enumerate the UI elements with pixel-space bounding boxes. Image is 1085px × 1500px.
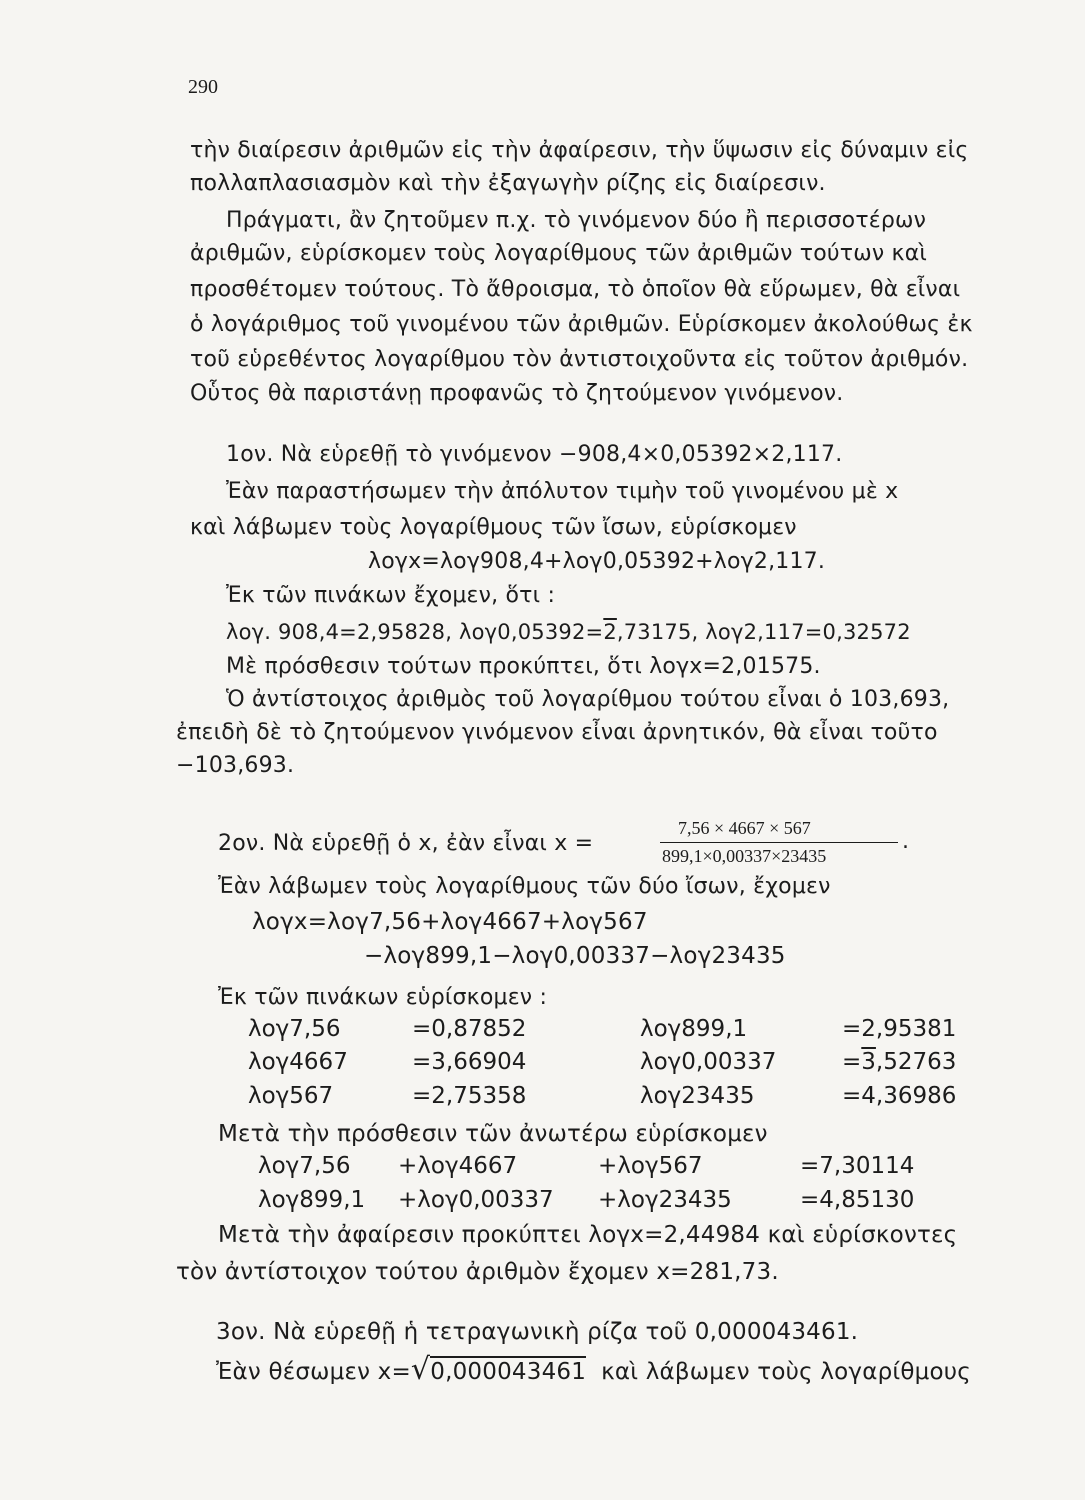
sum-cell: +λογ0,00337 [398, 1187, 554, 1213]
sum-cell: +λογ4667 [398, 1153, 518, 1179]
table-cell: λογ4667 [248, 1049, 348, 1075]
example-1-line: Μὲ πρόσθεσιν τούτων προκύπτει, ὅτι λογx=2,01575. [226, 654, 821, 679]
paragraph-line: ὁ λογάριθμος τοῦ γινομένου τῶν ἀριθμῶν. Εὑρίσκομεν ἀκολούθως ἐκ [190, 312, 973, 337]
paragraph-line: τὴν διαίρεσιν ἀριθμῶν εἰς τὴν ἀφαίρεσιν, τὴν ὕψωσιν εἰς δύναμιν εἰς [190, 138, 969, 163]
example-2-equation: −λογ899,1−λογ0,00337−λογ23435 [364, 943, 786, 969]
table-cell: λογ23435 [640, 1083, 755, 1109]
sum-cell: +λογ567 [598, 1153, 703, 1179]
sum-cell: λογ899,1 [258, 1187, 366, 1213]
radicand: 0,000043461 [430, 1356, 586, 1385]
example-1-log-values: λογ. 908,4=2,95828, λογ0,05392=2,73175, λογ2,117=0,32572 [226, 620, 911, 644]
example-2-line: Ἐκ τῶν πινάκων εὑρίσκομεν : [218, 985, 548, 1010]
example-2-line: Μετὰ τὴν ἀφαίρεσιν προκύπτει λογx=2,44984 καὶ εὑρίσκοντες [218, 1222, 958, 1248]
example-2-title: 2ον. Νὰ εὑρεθῇ ὁ x, ἐὰν εἶναι x = [218, 831, 594, 856]
table-cell: =0,87852 [412, 1016, 527, 1042]
paragraph-line: ἀριθμῶν, εὑρίσκομεν τοὺς λογαρίθμους τῶν ἀριθμῶν τούτων καὶ [190, 241, 928, 266]
table-cell: λογ0,00337 [640, 1049, 777, 1075]
table-cell: =2,75358 [412, 1083, 527, 1109]
bar-characteristic: 2 [603, 620, 617, 644]
bar-characteristic: 3 [861, 1049, 876, 1075]
sum-cell: =7,30114 [800, 1153, 915, 1179]
table-cell: λογ899,1 [640, 1016, 748, 1042]
fraction-bar [660, 842, 898, 843]
example-3-title: 3ον. Νὰ εὑρεθῇ ἡ τετραγωνικὴ ρίζα τοῦ 0,000043461. [216, 1319, 859, 1345]
example-1-line: Ἐὰν παραστήσωμεν τὴν ἀπόλυτον τιμὴν τοῦ γινομένου μὲ x [226, 479, 899, 504]
example-1-line: ἐπειδὴ δὲ τὸ ζητούμενον γινόμενον εἶναι ἀρνητικόν, θὰ εἶναι τοῦτο [176, 720, 938, 745]
table-cell: =3,52763 [842, 1049, 957, 1075]
example-1-line: Ἐκ τῶν πινάκων ἔχομεν, ὅτι : [226, 583, 556, 608]
paragraph-line: Οὗτος θὰ παριστάνῃ προφανῶς τὸ ζητούμενον γινόμενον. [190, 381, 844, 406]
example-1-equation: λογx=λογ908,4+λογ0,05392+λογ2,117. [368, 549, 826, 574]
table-cell: λογ7,56 [248, 1016, 341, 1042]
fraction-numerator: 7,56 × 4667 × 567 [678, 818, 811, 838]
example-1-title: 1ον. Νὰ εὑρεθῇ τὸ γινόμενον −908,4×0,05392×2,117. [226, 442, 843, 467]
paragraph-line: τοῦ εὑρεθέντος λογαρίθμου τὸν ἀντιστοιχοῦντα εἰς τοῦτον ἀριθμόν. [190, 347, 969, 372]
example-1-line: καὶ λάβωμεν τοὺς λογαρίθμους τῶν ἴσων, εὑρίσκομεν [190, 515, 797, 540]
example-2-equation: λογx=λογ7,56+λογ4667+λογ567 [252, 909, 648, 935]
table-cell: =4,36986 [842, 1083, 957, 1109]
example-1-result: −103,693. [176, 753, 295, 778]
example-1-line: Ὁ ἀντίστοιχος ἀριθμὸς τοῦ λογαρίθμου τούτου εἶναι ὁ 103,693, [226, 687, 950, 712]
sum-cell: =4,85130 [800, 1187, 915, 1213]
table-cell: λογ567 [248, 1083, 334, 1109]
fraction [660, 818, 900, 870]
paragraph-line: Πράγματι, ἂν ζητοῦμεν π.χ. τὸ γινόμενον δύο ἢ περισσοτέρων [226, 208, 927, 233]
page-number: 290 [188, 76, 218, 98]
sum-cell: +λογ23435 [598, 1187, 732, 1213]
example-3-line: Ἐὰν θέσωμεν x=√0,000043461 καὶ λάβωμεν τοὺς λογαρίθμους [216, 1352, 971, 1387]
sum-cell: λογ7,56 [258, 1153, 351, 1179]
paragraph-line: προσθέτομεν τούτους. Τὸ ἄθροισμα, τὸ ὁποῖον θὰ εὕρωμεν, θὰ εἶναι [190, 277, 961, 302]
fraction-denominator: 899,1×0,00337×23435 [662, 846, 827, 866]
radical-sign: √ [410, 1352, 431, 1387]
table-cell: =3,66904 [412, 1049, 527, 1075]
example-2-result: τὸν ἀντίστοιχον τούτου ἀριθμὸν ἔχομεν x=281,73. [176, 1259, 779, 1285]
paragraph-line: πολλαπλασιασμὸν καὶ τὴν ἐξαγωγὴν ρίζης εἰς διαίρεσιν. [190, 171, 826, 196]
example-2-line: Μετὰ τὴν πρόσθεσιν τῶν ἀνωτέρω εὑρίσκομεν [218, 1121, 768, 1147]
example-2-line: Ἐὰν λάβωμεν τοὺς λογαρίθμους τῶν δύο ἴσων, ἔχομεν [218, 874, 831, 899]
fraction-dot: . [902, 829, 910, 854]
table-cell: =2,95381 [842, 1016, 957, 1042]
